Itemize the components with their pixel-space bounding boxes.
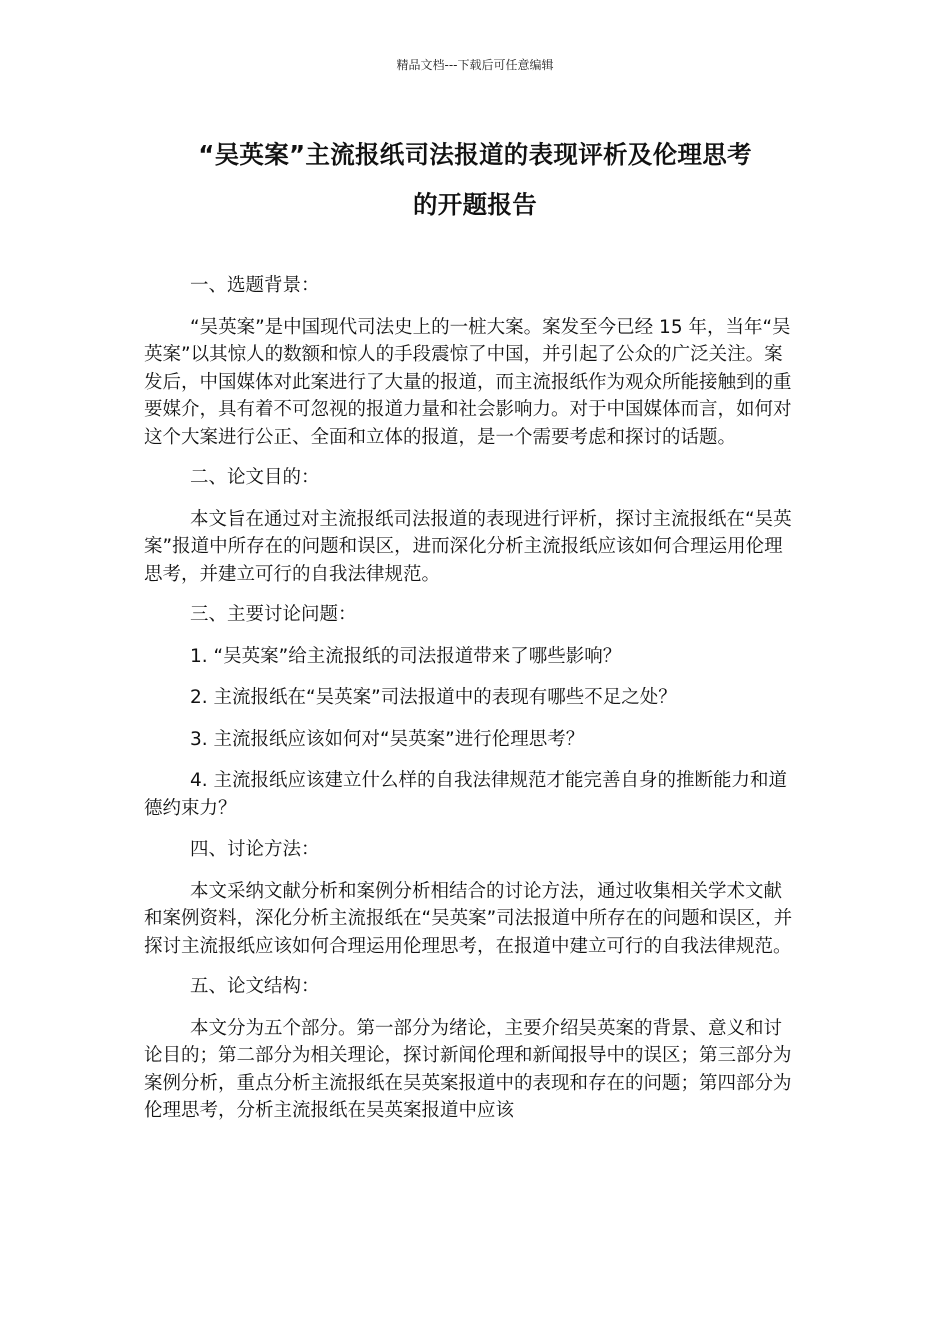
section-heading-purpose: 二、论文目的：: [190, 467, 320, 488]
question-item-3: 3. 主流报纸应该如何对“吴英案”进行伦理思考？: [190, 728, 585, 750]
section-heading-background: 一、选题背景：: [190, 275, 320, 296]
document-body: [144, 272, 799, 1138]
title-line-1: “吴英案”主流报纸司法报道的表现评析及伦理思考: [198, 140, 752, 169]
paragraph-method: 本文采纳文献分析和案例分析相结合的讨论方法，通过收集相关学术文献和案例资料，深化分析主流报纸在“吴英案”司法报道中所存在的问题和误区，并探讨主流报纸应该如何合理运用伦理思考，在报道中建立可行的自我法律规范。: [144, 880, 793, 957]
question-item-1: 1. “吴英案”给主流报纸的司法报道带来了哪些影响？: [190, 645, 622, 667]
title-line-2: 的开题报告: [413, 190, 537, 219]
section-heading-method: 四、讨论方法：: [190, 839, 320, 860]
question-item-4: 4. 主流报纸应该建立什么样的自我法律规范才能完善自身的推断能力和道德约束力？: [144, 770, 788, 819]
paragraph-structure: 本文分为五个部分。第一部分为绪论，主要介绍吴英案的背景、意义和讨论目的；第二部分为相关理论，探讨新闻伦理和新闻报导中的误区；第三部分为案例分析，重点分析主流报纸在吴英案报道中的表现和存在的问题；第四部分为伦理思考，分析主流报纸在吴英案报道中应该: [144, 1017, 792, 1121]
paragraph-purpose: 本文旨在通过对主流报纸司法报道的表现进行评析，探讨主流报纸在“吴英案”报道中所存在的问题和误区，进而深化分析主流报纸应该如何合理运用伦理思考，并建立可行的自我法律规范。: [144, 508, 792, 585]
page-header: 精品文档---下载后可任意编辑: [396, 58, 554, 72]
section-heading-structure: 五、论文结构：: [190, 976, 320, 997]
paragraph-background: “吴英案”是中国现代司法史上的一桩大案。案发至今已经 15 年，当年“吴英案”以其惊人的数额和惊人的手段震惊了中国，并引起了公众的广泛关注。案发后，中国媒体对此案进行了大量的报道，而主流报纸作为观众所能接触到的重要媒介，具有着不可忽视的报道力量和社会影响力。对于中国媒体而言，如何对这个大案进行公正、全面和立体的报道，是一个需要考虑和探讨的话题。: [144, 316, 792, 448]
question-item-2: 2. 主流报纸在“吴英案”司法报道中的表现有哪些不足之处？: [190, 687, 677, 708]
document-title: [140, 130, 810, 230]
section-heading-questions: 三、主要讨论问题：: [190, 604, 357, 625]
